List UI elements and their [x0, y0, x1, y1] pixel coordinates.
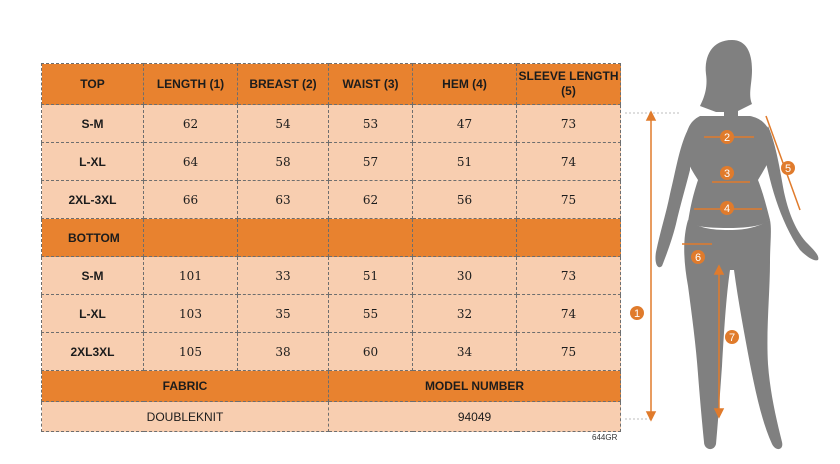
- table-cell: 74: [517, 143, 621, 181]
- fabric-header-row: [42, 371, 621, 402]
- table-cell: 34: [413, 333, 517, 371]
- arrowhead: [647, 412, 655, 420]
- table-cell: 63: [238, 181, 329, 219]
- table-cell: 75: [517, 333, 621, 371]
- table-cell: 62: [329, 181, 413, 219]
- table-row: [42, 105, 621, 143]
- marker-3: [720, 166, 734, 180]
- table-cell: 60: [329, 333, 413, 371]
- fabric-value: DOUBLEKNIT: [42, 402, 329, 432]
- fabric-label: FABRIC: [42, 371, 329, 402]
- product-code: 644GR: [592, 433, 618, 442]
- table-cell: 54: [238, 105, 329, 143]
- body-silhouette: [655, 40, 818, 449]
- table-cell: 57: [329, 143, 413, 181]
- table-row: [42, 295, 621, 333]
- table-cell: 75: [517, 181, 621, 219]
- table-row: [42, 257, 621, 295]
- table-cell: [413, 219, 517, 257]
- body-measurement-figure: [620, 30, 830, 460]
- table-cell: 35: [238, 295, 329, 333]
- header-cell: LENGTH (1): [144, 64, 238, 105]
- table-row: [42, 333, 621, 371]
- model-number-label: MODEL NUMBER: [329, 371, 621, 402]
- table-cell: 53: [329, 105, 413, 143]
- model-number-value: 94049: [329, 402, 621, 432]
- table-row: [42, 181, 621, 219]
- table-cell: 103: [144, 295, 238, 333]
- svg-text:5: 5: [784, 163, 792, 175]
- size-label: L-XL: [42, 295, 144, 333]
- table-cell: 38: [238, 333, 329, 371]
- table-cell: 33: [238, 257, 329, 295]
- marker-5: [781, 161, 795, 175]
- bottom-section-label: BOTTOM: [42, 219, 144, 257]
- top-header-row: [42, 64, 621, 105]
- table-cell: 73: [517, 257, 621, 295]
- marker-6: [691, 250, 705, 264]
- table-cell: 62: [144, 105, 238, 143]
- marker-4: [720, 201, 734, 215]
- svg-text:2: 2: [723, 132, 731, 144]
- marker-7: [725, 330, 739, 344]
- header-cell: WAIST (3): [329, 64, 413, 105]
- size-label: 2XL-3XL: [42, 181, 144, 219]
- header-cell: BREAST (2): [238, 64, 329, 105]
- table-cell: 32: [413, 295, 517, 333]
- size-label: S-M: [42, 105, 144, 143]
- table-cell: 66: [144, 181, 238, 219]
- table-cell: 101: [144, 257, 238, 295]
- size-label: S-M: [42, 257, 144, 295]
- svg-text:6: 6: [694, 252, 702, 264]
- table-cell: 58: [238, 143, 329, 181]
- size-label: L-XL: [42, 143, 144, 181]
- table-cell: 55: [329, 295, 413, 333]
- header-cell: TOP: [42, 64, 144, 105]
- table-cell: 51: [329, 257, 413, 295]
- svg-text:1: 1: [633, 308, 641, 320]
- svg-text:3: 3: [723, 168, 731, 180]
- size-chart-table: [41, 63, 621, 432]
- table-cell: 73: [517, 105, 621, 143]
- table-cell: 74: [517, 295, 621, 333]
- marker-1: [630, 306, 644, 320]
- table-cell: [517, 219, 621, 257]
- table-cell: 47: [413, 105, 517, 143]
- table-cell: 64: [144, 143, 238, 181]
- table-cell: 105: [144, 333, 238, 371]
- table-cell: [144, 219, 238, 257]
- table-cell: 30: [413, 257, 517, 295]
- fabric-value-row: [42, 402, 621, 432]
- svg-text:4: 4: [723, 203, 731, 215]
- header-cell: HEM (4): [413, 64, 517, 105]
- header-cell: SLEEVE LENGTH (5): [517, 64, 621, 105]
- table-cell: [329, 219, 413, 257]
- table-cell: 56: [413, 181, 517, 219]
- table-row: [42, 143, 621, 181]
- bottom-section-row: [42, 219, 621, 257]
- table-cell: [238, 219, 329, 257]
- marker-2: [720, 130, 734, 144]
- size-label: 2XL3XL: [42, 333, 144, 371]
- table-cell: 51: [413, 143, 517, 181]
- svg-text:7: 7: [728, 332, 736, 344]
